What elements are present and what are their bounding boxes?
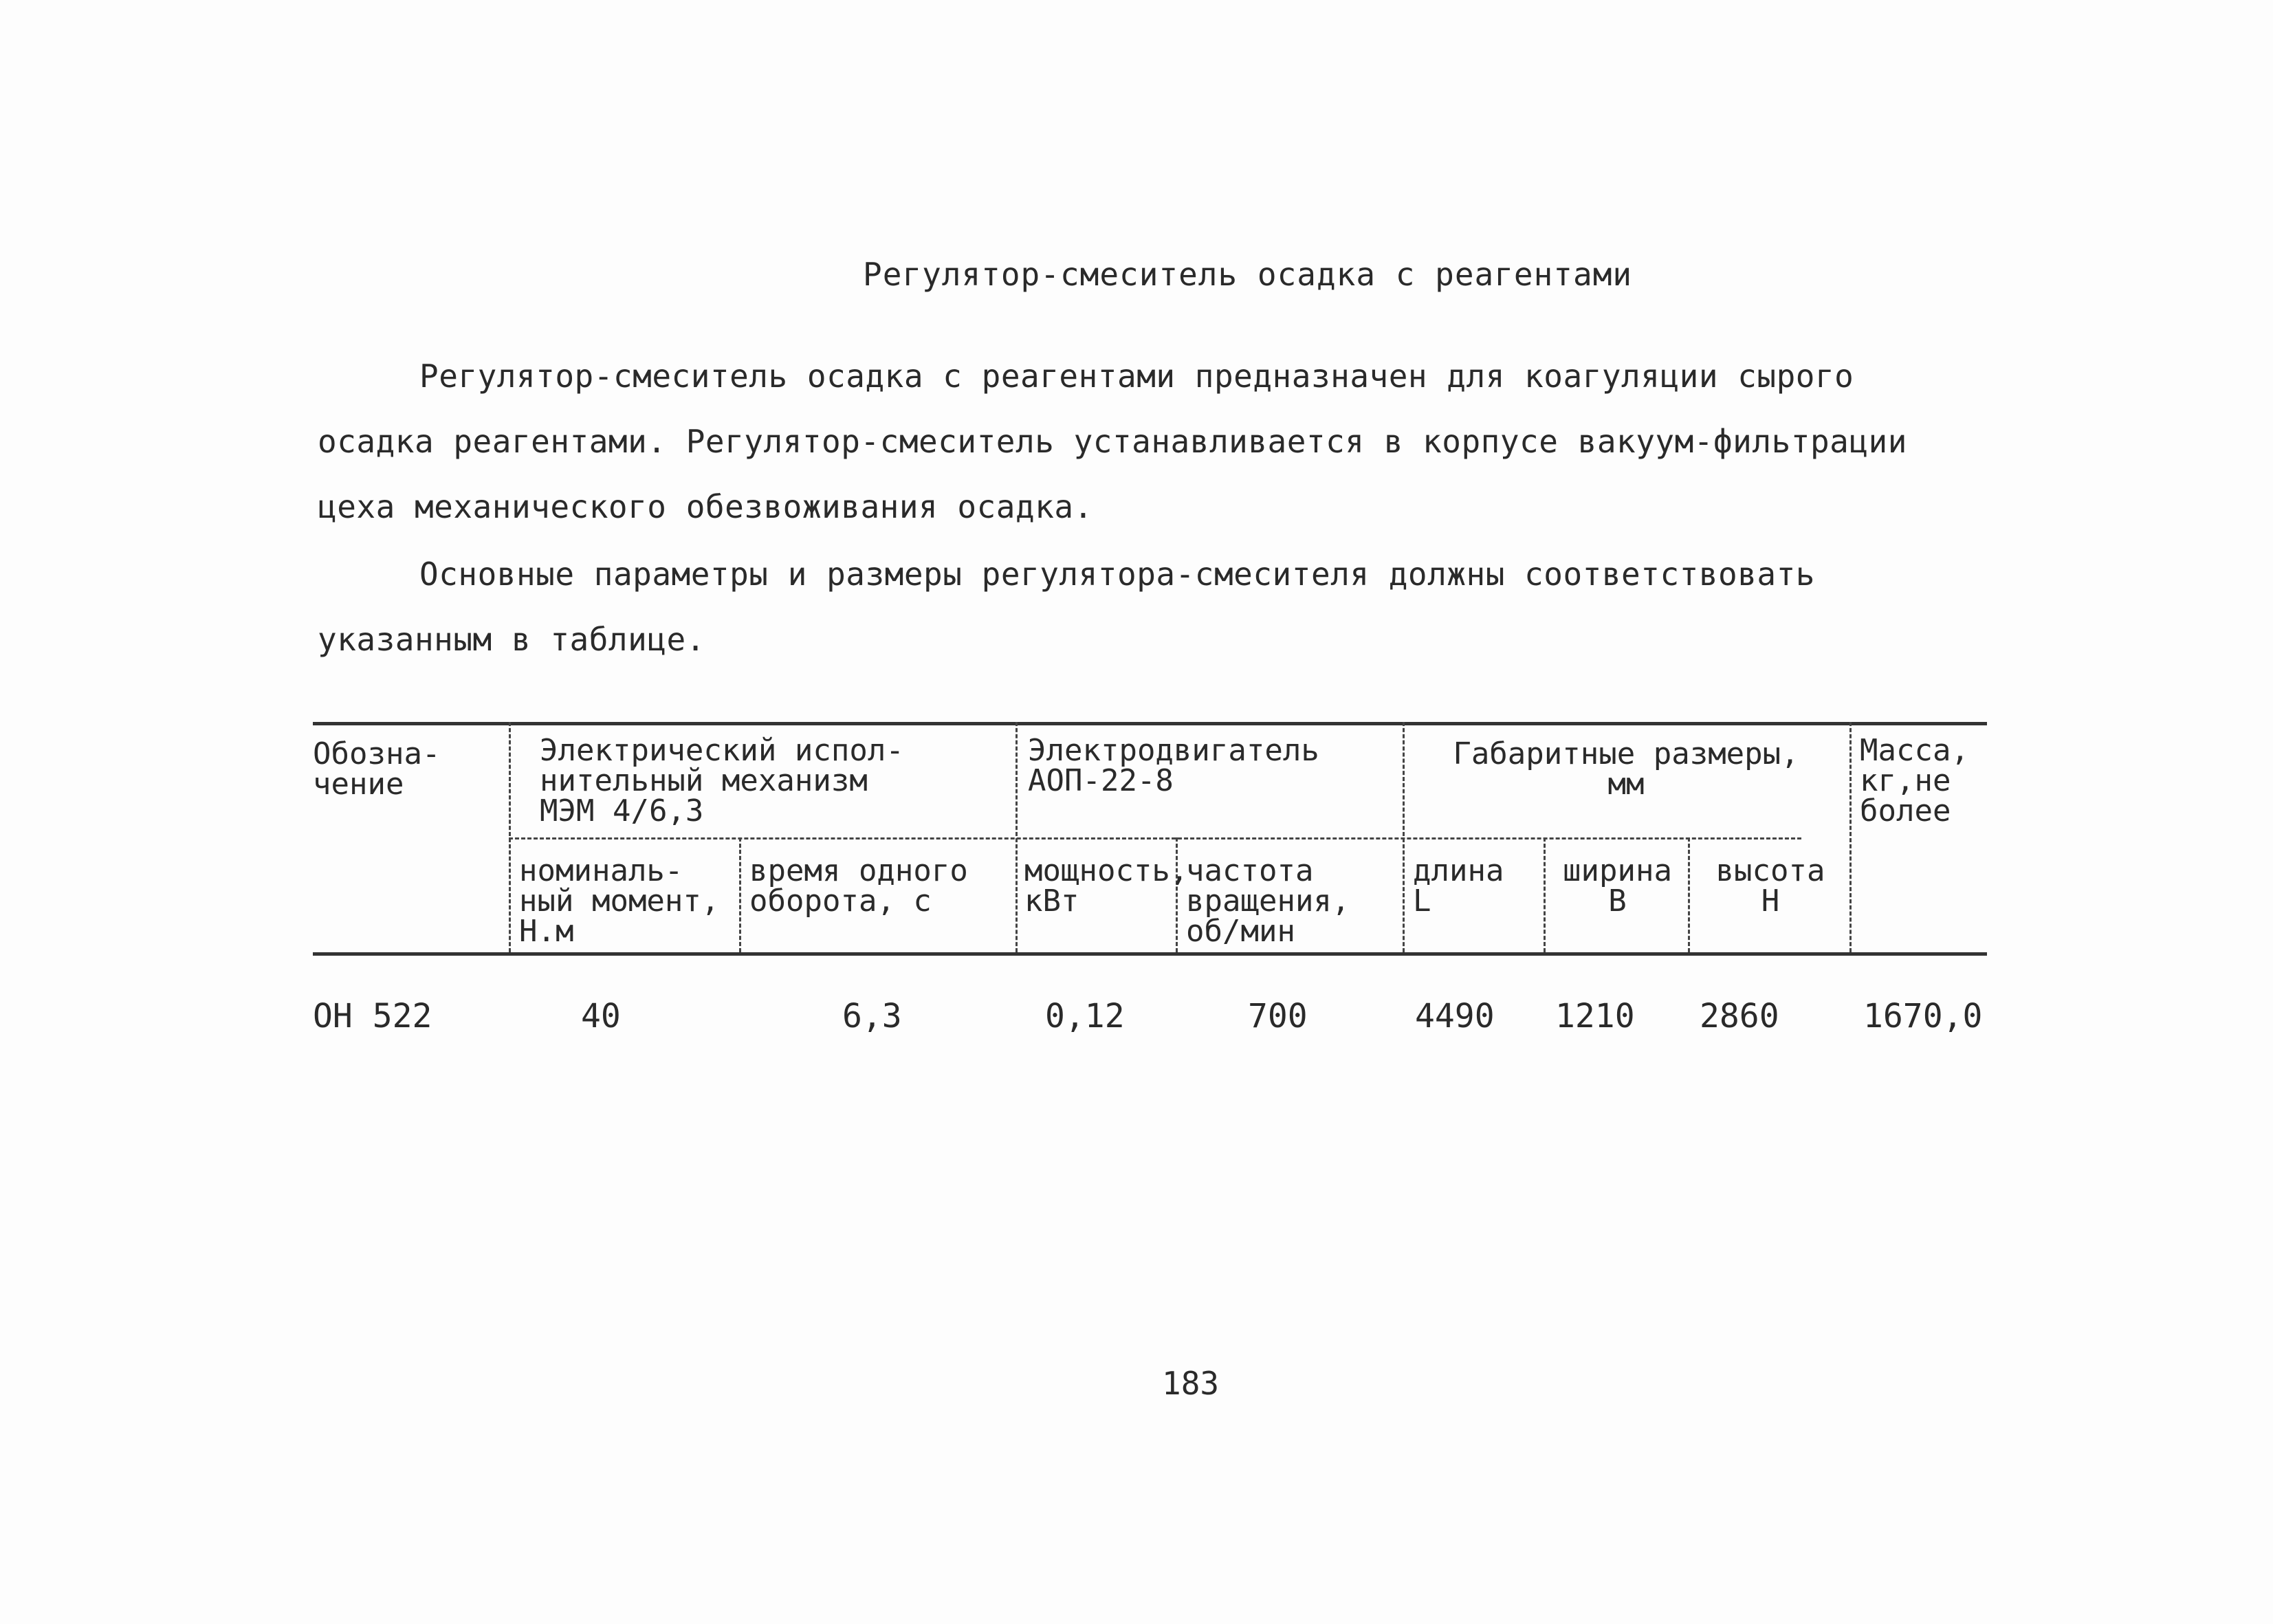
- header-power: мощность, кВт: [1024, 853, 1189, 919]
- table-top-rule: [313, 722, 1987, 725]
- cell-power: 0,12: [1045, 997, 1125, 1035]
- col-sep-1: [509, 722, 511, 952]
- parameters-table: [313, 722, 1987, 1038]
- table-subheader-rule: [509, 837, 1801, 840]
- cell-width: 1210: [1555, 997, 1635, 1035]
- cell-height: 2860: [1700, 997, 1779, 1035]
- cell-frequency: 700: [1248, 997, 1308, 1035]
- cell-designation: ОН 522: [313, 997, 432, 1035]
- document-title: Регулятор-смеситель осадка с реагентами: [863, 256, 1633, 293]
- cell-mass: 1670,0: [1863, 997, 1983, 1035]
- cell-rotation-time: 6,3: [842, 997, 902, 1035]
- page-number: 183: [1162, 1365, 1220, 1402]
- paragraph-3: цеха механического обезвоживания осадка.: [318, 488, 1093, 525]
- header-motor: Электродвигатель АОП-22-8: [1028, 733, 1319, 798]
- paragraph-4: Основные параметры и размеры регулятора-смесителя должны соответствовать: [419, 556, 1815, 593]
- col-sep-5: [1403, 722, 1405, 952]
- header-designation: Обозна- чение: [313, 736, 441, 802]
- table-header-bottom-rule: [313, 952, 1987, 956]
- col-sep-6: [1544, 837, 1546, 952]
- col-sep-2: [739, 837, 741, 952]
- header-mass: Масса, кг,не более: [1860, 733, 1969, 829]
- cell-torque: 40: [581, 997, 621, 1035]
- paragraph-1: Регулятор-смеситель осадка с реагентами предназначен для коагуляции сырого: [419, 358, 1854, 395]
- cell-length: 4490: [1415, 997, 1495, 1035]
- col-sep-8: [1849, 722, 1852, 952]
- col-sep-7: [1688, 837, 1690, 952]
- paragraph-5: указанным в таблице.: [318, 621, 705, 658]
- header-rotation-time: время одного оборота, с: [749, 853, 968, 919]
- paragraph-2: осадка реагентами. Регулятор-смеситель устанавливается в корпусе вакуум-фильтрации: [318, 423, 1907, 460]
- col-sep-3: [1015, 722, 1018, 952]
- header-torque: номиналь- ный момент, Н.м: [519, 853, 720, 949]
- header-dimensions: Габаритные размеры, мм: [1453, 736, 1799, 802]
- header-width: ширина B: [1563, 853, 1672, 919]
- header-height: высота H: [1715, 853, 1825, 919]
- header-mechanism: Электрический испол- нительный механизм МЭМ 4/6,3: [540, 733, 904, 829]
- header-length: длина L: [1413, 853, 1504, 919]
- header-frequency: частота вращения, об/мин: [1186, 853, 1350, 949]
